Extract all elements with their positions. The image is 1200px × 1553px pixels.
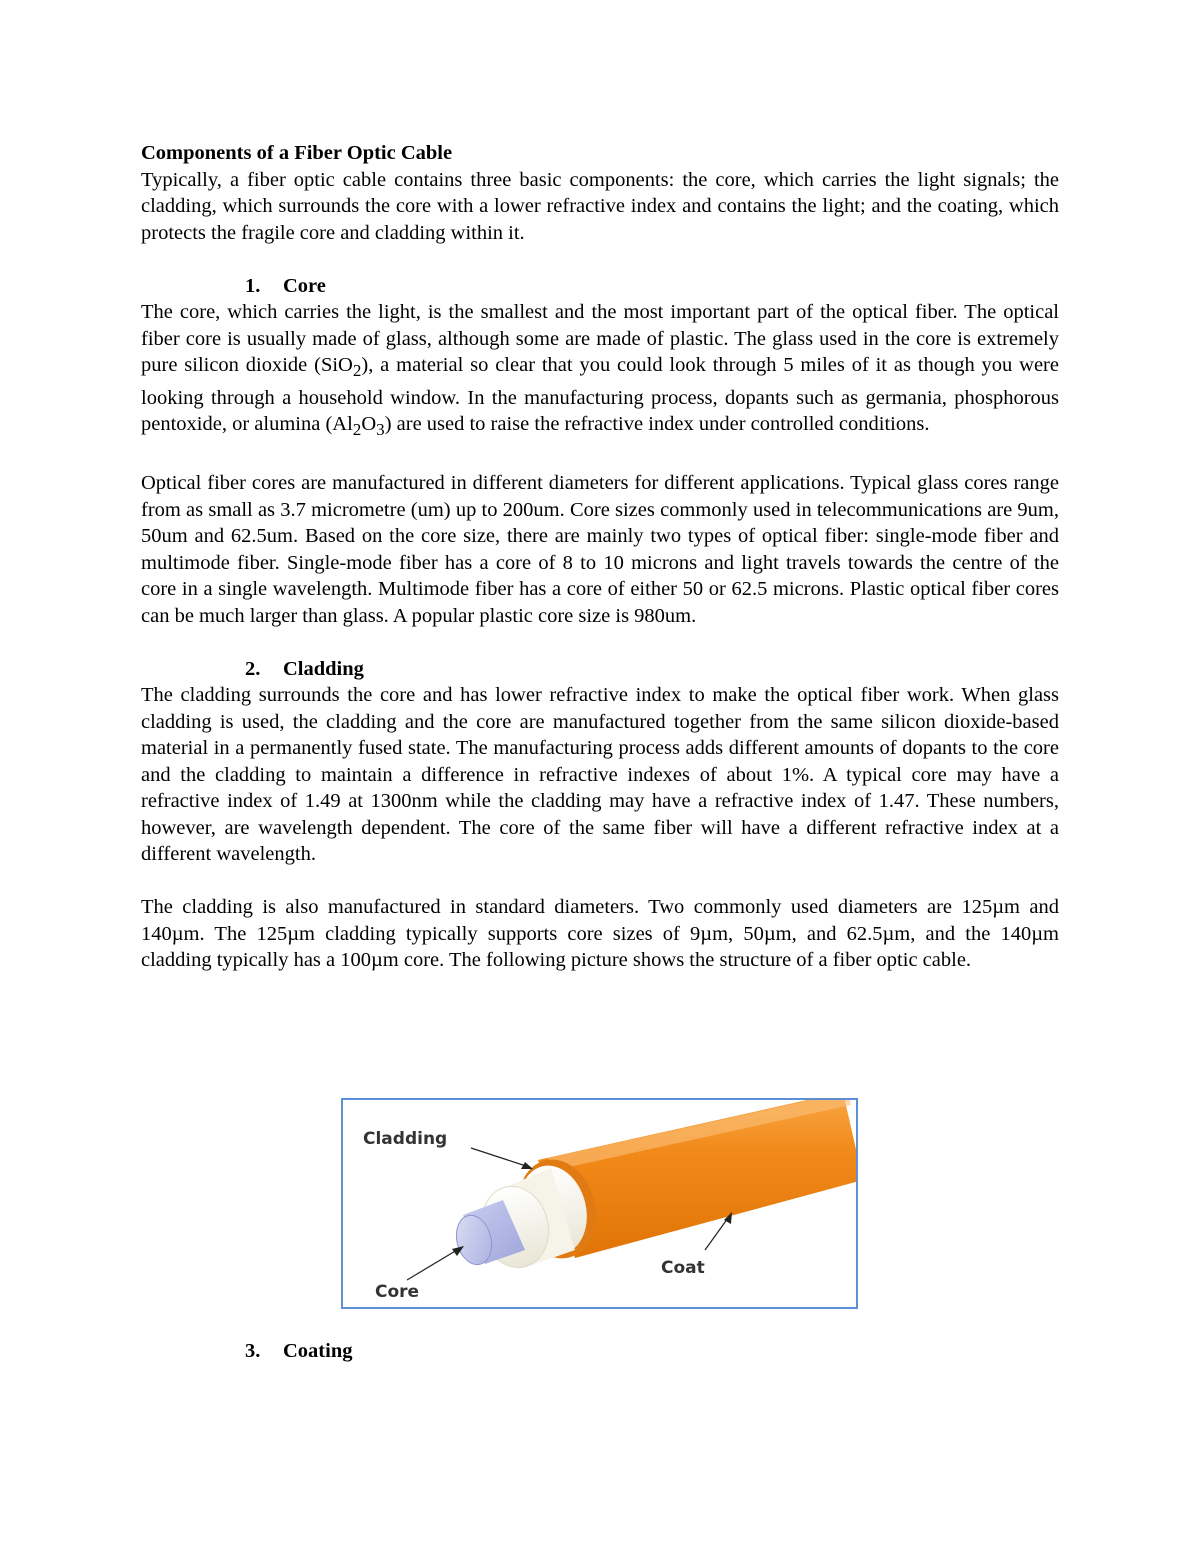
document-body xyxy=(141,140,1059,974)
label-core: Core xyxy=(375,1282,420,1302)
text-run: The core, which carries the light, is the smallest and the most important part of the optical fiber. The optical fiber core is usually made of glass, although some are made of plastic. The glass used in the core is extremely pure silicon dioxide (SiO xyxy=(141,301,1059,376)
arrow-core xyxy=(407,1246,464,1280)
section-title: Core xyxy=(283,274,326,297)
section-number: 2. xyxy=(245,657,261,680)
section-title: Cladding xyxy=(283,657,364,680)
page-title: Components of a Fiber Optic Cable xyxy=(141,142,453,164)
spacer xyxy=(141,868,1059,895)
section-heading-core xyxy=(141,273,1059,300)
section-title: Coating xyxy=(283,1340,353,1362)
section-number: 3. xyxy=(245,1340,261,1362)
spacer xyxy=(141,246,1059,273)
label-coat: Coat xyxy=(661,1258,705,1278)
subscript: 2 xyxy=(352,361,362,381)
subscript: 3 xyxy=(376,420,385,440)
cladding-paragraph-1: The cladding surrounds the core and has lower refractive index to make the optical fiber work. When glass cladding is used, the cladding and the core are manufactured together from the same silicon dioxide-based material in a permanently fused state. The manufacturing process adds different amounts of dopants to the core and the cladding to maintain a difference in refractive indexes of about 1%. A typical core may have a refractive index of 1.49 at 1300nm while the cladding may have a refractive index of 1.47. These numbers, however, are wavelength dependent. The core of the same fiber will have a different refractive index at a different wavelength. xyxy=(141,684,1059,866)
spacer xyxy=(141,444,1059,471)
subscript: 2 xyxy=(352,420,362,440)
section-heading-coating xyxy=(245,1338,352,1365)
intro-paragraph: Typically, a fiber optic cable contains three basic components: the core, which carries the light signals; the cladding, which surrounds the core with a lower refractive index and contains the light; and the coating, which protects the fragile core and cladding within it. xyxy=(141,168,1059,244)
fiber-structure-figure xyxy=(341,1098,858,1309)
fiber-cable-illustration xyxy=(343,1100,856,1307)
text-run: O xyxy=(361,413,377,436)
cladding-paragraph-2: The cladding is also manufactured in standard diameters. Two commonly used diameters are 125µm and 140µm. The 125µm cladding typically supports core sizes of 9µm, 50µm, and 62.5µm, and the 140µm cladding typically has a 100µm core. The following picture shows the structure of a fiber optic cable. xyxy=(141,896,1059,972)
label-cladding: Cladding xyxy=(363,1129,448,1149)
text-run: ) are used to raise the refractive index under controlled conditions. xyxy=(384,413,930,436)
arrow-cladding xyxy=(471,1148,533,1169)
section-number: 1. xyxy=(245,274,261,297)
text-run: ), a material so clear that you could look through 5 miles of it as though you were looking through a household window. In the manufacturing process, dopants such as germania, phosphorous pentoxide, or alumina (Al xyxy=(141,354,1059,436)
section-heading-cladding xyxy=(141,656,1059,683)
core-paragraph-1 xyxy=(141,299,1059,444)
spacer xyxy=(141,629,1059,656)
core-paragraph-2: Optical fiber cores are manufactured in different diameters for different applications. Typical glass cores range from as small as 3.7 micrometre (um) up to 200um. Core sizes commonly used in telecommunications are 9um, 50um and 62.5um. Based on the core size, there are mainly two types of optical fiber: single-mode fiber and multimode fiber. Single-mode fiber has a core of 8 to 10 microns and light travels towards the centre of the core in a single wavelength. Multimode fiber has a core of either 50 or 62.5 microns. Plastic optical fiber cores can be much larger than glass. A popular plastic core size is 980um. xyxy=(141,472,1059,627)
